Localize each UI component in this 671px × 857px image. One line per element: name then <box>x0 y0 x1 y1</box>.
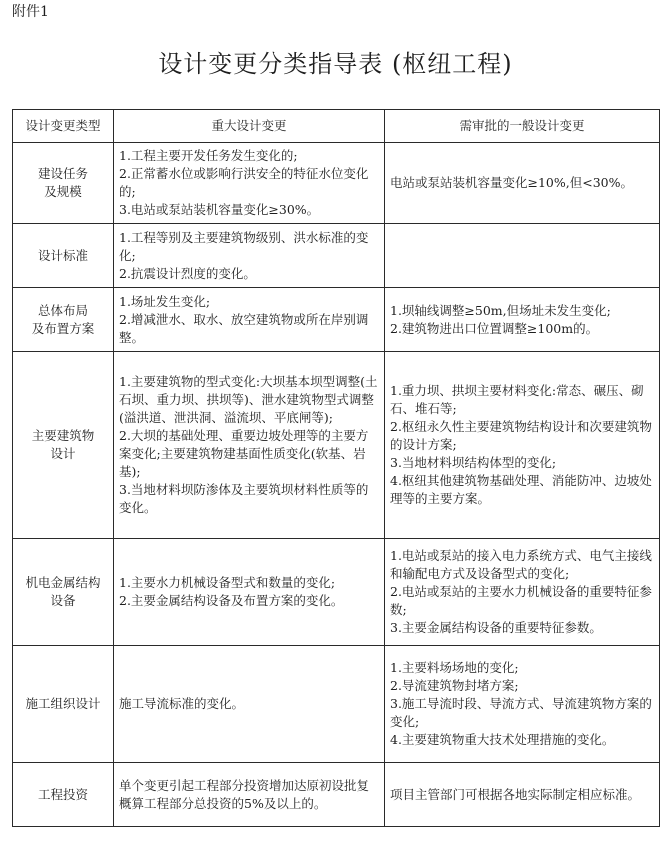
general-item: 2.导流建筑物封堵方案; <box>390 678 519 693</box>
table-row <box>13 143 660 224</box>
general-item: 3.施工导流时段、导流方式、导流建筑物方案的变化; <box>390 696 652 729</box>
row-major <box>114 763 385 827</box>
attachment-label: 附件1 <box>12 4 49 20</box>
row-general <box>385 646 660 763</box>
header-change-type: 设计变更类型 <box>13 110 114 143</box>
table-row <box>13 763 660 827</box>
row-type <box>13 288 114 352</box>
general-item: 电站或泵站装机容量变化≥10%,但<30%。 <box>390 175 633 190</box>
general-item: 项目主管部门可根据各地实际制定相应标准。 <box>390 786 641 802</box>
row-major <box>114 224 385 288</box>
major-item: 单个变更引起工程部分投资增加达原初设批复概算工程部分总投资的5%及以上的。 <box>119 777 370 811</box>
row-type <box>13 646 114 763</box>
page-title: 设计变更分类指导表 (枢纽工程) <box>158 50 513 78</box>
major-item: 2.大坝的基础处理、重要边坡处理等的主要方案变化;主要建筑物建基面性质变化(软基、岩基); <box>119 428 369 479</box>
major-item: 1.主要建筑物的型式变化:大坝基本坝型调整(土石坝、重力坝、拱坝等)、泄水建筑物型式调整(溢洪道、泄洪洞、溢流坝、平底闸等); <box>119 374 378 425</box>
row-type-text: 工程投资 <box>37 786 88 802</box>
table-row <box>13 539 660 646</box>
table-row <box>13 224 660 288</box>
row-type-text: 机电金属结构 设备 <box>25 575 101 608</box>
row-type-text: 设计标准 <box>37 247 88 263</box>
general-item: 1.电站或泵站的接入电力系统方式、电气主接线和输配电方式及设备型式的变化; <box>390 548 652 581</box>
row-general <box>385 539 660 646</box>
row-general <box>385 143 660 224</box>
major-item: 施工导流标准的变化。 <box>119 696 245 711</box>
major-item: 3.电站或泵站装机容量变化≥30%。 <box>119 202 320 217</box>
row-type-text: 建设任务 及规模 <box>37 166 88 199</box>
row-type <box>13 763 114 827</box>
row-major <box>114 646 385 763</box>
table-row <box>13 288 660 352</box>
general-item: 1.主要料场场地的变化; <box>390 660 519 675</box>
header-major-change: 重大设计变更 <box>114 110 385 143</box>
design-change-table <box>12 109 660 827</box>
row-type <box>13 224 114 288</box>
row-general <box>385 763 660 827</box>
row-type <box>13 143 114 224</box>
table-row <box>13 646 660 763</box>
row-type <box>13 539 114 646</box>
table-row <box>13 352 660 539</box>
major-item: 1.工程等别及主要建筑物级别、洪水标准的变化; <box>119 229 369 263</box>
major-item: 1.场址发生变化; <box>119 293 211 309</box>
general-item: 3.主要金属结构设备的重要特征参数。 <box>390 620 602 635</box>
table-header-row <box>13 110 660 143</box>
major-item: 2.正常蓄水位或影响行洪安全的特征水位变化的; <box>119 166 369 199</box>
row-type <box>13 352 114 539</box>
general-item: 1.坝轴线调整≥50m,但场址未发生变化; <box>390 302 611 318</box>
major-item: 2.抗震设计烈度的变化。 <box>119 265 256 281</box>
row-major <box>114 539 385 646</box>
row-general <box>385 352 660 539</box>
row-general <box>385 224 660 288</box>
general-item: 2.电站或泵站的主要水力机械设备的重要特征参数; <box>390 584 652 617</box>
major-item: 1.工程主要开发任务发生变化的; <box>119 148 298 163</box>
general-item: 2.建筑物进出口位置调整≥100m的。 <box>390 320 599 336</box>
row-major <box>114 143 385 224</box>
major-item: 2.增减泄水、取水、放空建筑物或所在岸别调整。 <box>119 311 369 345</box>
general-item: 4.主要建筑物重大技术处理措施的变化。 <box>390 732 615 747</box>
row-type-text: 施工组织设计 <box>25 696 101 711</box>
row-major <box>114 352 385 539</box>
row-general <box>385 288 660 352</box>
major-item: 2.主要金属结构设备及布置方案的变化。 <box>119 593 344 608</box>
row-type-text: 主要建筑物 设计 <box>31 428 95 461</box>
row-type-text: 总体布局 及布置方案 <box>31 302 95 336</box>
row-major <box>114 288 385 352</box>
general-item: 4.枢纽其他建筑物基础处理、消能防冲、边坡处理等的主要方案。 <box>390 473 652 506</box>
general-item: 3.当地材料坝结构体型的变化; <box>390 455 557 470</box>
header-general-change: 需审批的一般设计变更 <box>385 110 660 143</box>
major-item: 3.当地材料坝防渗体及主要筑坝材料性质等的变化。 <box>119 482 369 515</box>
general-item: 1.重力坝、拱坝主要材料变化:常态、碾压、砌石、堆石等; <box>390 383 644 416</box>
general-item: 2.枢纽永久性主要建筑物结构设计和次要建筑物的设计方案; <box>390 419 652 452</box>
major-item: 1.主要水力机械设备型式和数量的变化; <box>119 575 336 590</box>
